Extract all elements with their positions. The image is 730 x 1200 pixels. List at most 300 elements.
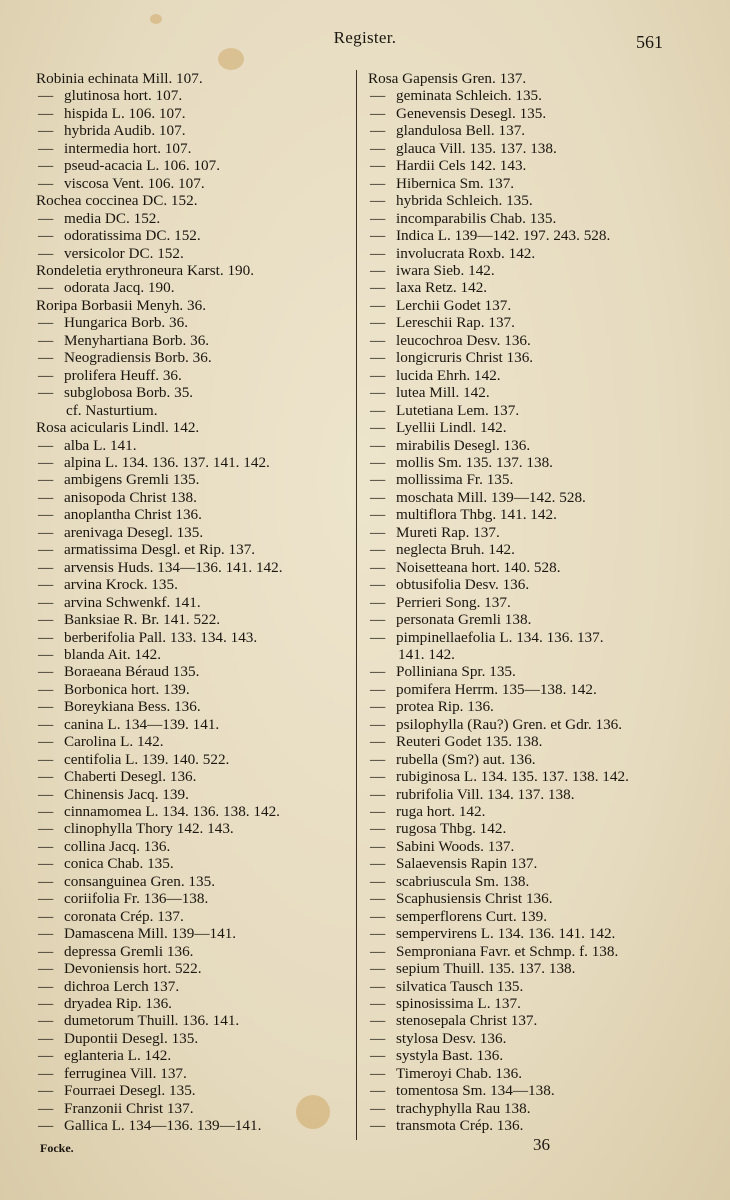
entry-text: pomifera Herrm. 135—138. 142. [396,680,597,698]
index-entry [36,838,356,855]
entry-dash: — [370,855,386,873]
signature-mark: 36 [533,1135,550,1154]
index-entry [368,506,688,523]
entry-dash: — [38,611,54,629]
entry-dash: — [38,855,54,873]
entry-text: Indica L. 139—142. 197. 243. 528. [396,227,611,245]
entry-text: Mureti Rap. 137. [396,523,500,541]
index-entry [36,576,356,593]
entry-text: Rondeletia erythroneura Karst. 190. [36,261,255,279]
entry-dash: — [38,925,54,943]
paper-stain [150,14,162,24]
entry-text: obtusifolia Desv. 136. [396,576,530,594]
entry-dash: — [370,523,386,541]
entry-text: Fourraei Desegl. 135. [64,1082,196,1100]
entry-text: Devoniensis hort. 522. [64,960,202,978]
entry-text: Salaevensis Rapin 137. [396,855,538,873]
entry-dash: — [38,227,54,245]
entry-dash: — [38,1099,54,1117]
entry-text: Menyhartiana Borb. 36. [64,331,210,349]
index-entry [368,367,688,384]
entry-text: Scaphusiensis Christ 136. [396,890,553,908]
entry-dash: — [370,628,386,646]
index-entry [36,122,356,139]
entry-dash: — [38,733,54,751]
entry-text: mollis Sm. 135. 137. 138. [396,453,553,471]
entry-text: silvatica Tausch 135. [396,977,524,995]
entry-text: ambigens Gremli 135. [64,471,200,489]
entry-dash: — [370,227,386,245]
entry-text: alba L. 141. [64,436,137,454]
entry-text: Lereschii Rap. 137. [396,314,515,332]
index-entry [36,925,356,942]
entry-dash: — [370,837,386,855]
entry-text: arvensis Huds. 134—136. 141. 142. [64,558,283,576]
entry-text: pseud-acacia L. 106. 107. [64,157,221,175]
entry-dash: — [38,1012,54,1030]
entry-dash: — [38,488,54,506]
entry-text: psilophylla (Rau?) Gren. et Gdr. 136. [396,715,623,733]
index-entry [368,925,688,942]
entry-dash: — [38,1047,54,1065]
index-entry [368,349,688,366]
entry-text: arenivaga Desegl. 135. [64,523,204,541]
entry-text: subglobosa Borb. 35. [64,384,194,402]
entry-dash: — [370,384,386,402]
entry-dash: — [370,419,386,437]
index-entry [36,332,356,349]
entry-dash: — [38,645,54,663]
entry-text: semperflorens Curt. 139. [396,907,547,925]
index-entry [36,87,356,104]
entry-dash: — [38,768,54,786]
entry-text: Hungarica Borb. 36. [64,314,188,332]
entry-dash: — [370,453,386,471]
entry-text: blanda Ait. 142. [64,645,162,663]
index-entry [36,803,356,820]
entry-text: lutea Mill. 142. [396,384,490,402]
index-entry [36,995,356,1012]
index-entry [368,332,688,349]
index-entry [368,1012,688,1029]
entry-dash: — [38,453,54,471]
entry-dash: — [38,1117,54,1135]
entry-text: lucida Ehrh. 142. [396,366,501,384]
entry-text: multiflora Thbg. 141. 142. [396,506,557,524]
entry-text: cinnamomea L. 134. 136. 138. 142. [64,803,280,821]
entry-dash: — [370,436,386,454]
index-entry [368,384,688,401]
entry-dash: — [38,977,54,995]
entry-dash: — [370,349,386,367]
entry-dash: — [38,331,54,349]
entry-dash: — [370,750,386,768]
index-entry [368,297,688,314]
entry-text: Dupontii Desegl. 135. [64,1029,199,1047]
entry-text: rubrifolia Vill. 134. 137. 138. [396,785,575,803]
entry-dash: — [38,157,54,175]
entry-dash: — [38,384,54,402]
entry-text: stenosepala Christ 137. [396,1012,538,1030]
entry-text: protea Rip. 136. [396,698,494,716]
index-entry [368,786,688,803]
entry-text: Neogradiensis Borb. 36. [64,349,212,367]
entry-text: Chinensis Jacq. 139. [64,785,189,803]
entry-text: conica Chab. 135. [64,855,174,873]
index-entry [36,594,356,611]
entry-text: dumetorum Thuill. 136. 141. [64,1012,240,1030]
entry-text: rubiginosa L. 134. 135. 137. 138. 142. [396,768,629,786]
entry-dash: — [38,349,54,367]
entry-dash: — [370,279,386,297]
entry-text: odoratissima DC. 152. [64,227,201,245]
index-entry [368,733,688,750]
paper-stain [218,48,244,70]
entry-text: rugosa Thbg. 142. [396,820,507,838]
index-entry [36,1030,356,1047]
entry-text: dryadea Rip. 136. [64,995,172,1013]
entry-dash: — [370,209,386,227]
entry-text: hybrida Audib. 107. [64,122,186,140]
entry-text: Semproniana Favr. et Schmp. f. 138. [396,942,619,960]
entry-dash: — [38,314,54,332]
index-entry [368,122,688,139]
index-entry [36,820,356,837]
index-entry [36,960,356,977]
entry-dash: — [370,366,386,384]
entry-text: anisopoda Christ 138. [64,488,197,506]
entry-text: spinosissima L. 137. [396,995,521,1013]
entry-dash: — [370,611,386,629]
entry-dash: — [38,890,54,908]
entry-text: arvina Schwenkf. 141. [64,593,201,611]
entry-text: Robinia echinata Mill. 107. [36,70,203,87]
index-entry [368,855,688,872]
entry-dash: — [370,820,386,838]
entry-text: collina Jacq. 136. [64,837,171,855]
index-entry [368,105,688,122]
index-entry [36,768,356,785]
index-entry [36,402,356,419]
index-entry [368,437,688,454]
index-entry [368,245,688,262]
index-entry [36,454,356,471]
entry-dash: — [370,192,386,210]
entry-text: iwara Sieb. 142. [396,261,495,279]
entry-text: mirabilis Desegl. 136. [396,436,531,454]
entry-text: stylosa Desv. 136. [396,1029,507,1047]
index-entry [36,314,356,331]
index-entry [368,210,688,227]
index-entry [368,751,688,768]
entry-text: sempervirens L. 134. 136. 141. 142. [396,925,616,943]
index-entry [368,611,688,628]
index-entry [368,175,688,192]
index-entry [368,1100,688,1117]
index-entry [36,1065,356,1082]
index-entry [368,419,688,436]
entry-dash: — [370,942,386,960]
entry-text: Noisetteana hort. 140. 528. [396,558,561,576]
entry-dash: — [38,1082,54,1100]
index-entry [368,454,688,471]
index-entry-heading [36,419,356,436]
index-entry [368,663,688,680]
index-entry [36,1117,356,1134]
entry-text: neglecta Bruh. 142. [396,541,515,559]
entry-dash: — [370,296,386,314]
entry-text: versicolor DC. 152. [64,244,184,262]
entry-text: moschata Mill. 139—142. 528. [396,488,586,506]
entry-dash: — [370,506,386,524]
index-entry [36,506,356,523]
entry-dash: — [38,209,54,227]
index-entry [368,559,688,576]
entry-dash: — [38,960,54,978]
entry-dash: — [370,244,386,262]
entry-text: consanguinea Gren. 135. [64,872,215,890]
entry-dash: — [38,715,54,733]
index-entry [36,943,356,960]
index-entry [368,524,688,541]
index-entry [36,890,356,907]
entry-dash: — [38,471,54,489]
entry-dash: — [370,1082,386,1100]
entry-dash: — [38,750,54,768]
index-entry [36,751,356,768]
entry-dash: — [370,488,386,506]
entry-text: sepium Thuill. 135. 137. 138. [396,960,576,978]
entry-dash: — [370,698,386,716]
index-entry [368,262,688,279]
entry-dash: — [370,541,386,559]
entry-dash: — [38,803,54,821]
entry-dash: — [370,803,386,821]
index-entry [368,681,688,698]
index-entry [36,437,356,454]
entry-text: hybrida Schleich. 135. [396,192,533,210]
entry-text: Rochea coccinea DC. 152. [36,192,198,210]
entry-dash: — [370,104,386,122]
index-entry [368,908,688,925]
entry-text: arvina Krock. 135. [64,576,178,594]
entry-text: hispida L. 106. 107. [64,104,186,122]
entry-dash: — [370,139,386,157]
index-entry [368,890,688,907]
entry-dash: — [370,314,386,332]
entry-dash: — [38,680,54,698]
index-entry [36,471,356,488]
entry-dash: — [38,523,54,541]
entry-dash: — [38,628,54,646]
entry-text: coriifolia Fr. 136—138. [64,890,209,908]
index-entry [368,629,688,646]
entry-dash: — [370,1047,386,1065]
index-entry [368,1082,688,1099]
entry-dash: — [38,558,54,576]
entry-dash: — [370,174,386,192]
index-entry [36,367,356,384]
index-column-left [36,70,356,1135]
index-entry [368,873,688,890]
entry-text: glandulosa Bell. 137. [396,122,526,140]
index-entry-heading [368,70,688,87]
entry-text: Lyellii Lindl. 142. [396,419,507,437]
index-entry [36,629,356,646]
column-divider [356,70,357,1140]
entry-text: eglanteria L. 142. [64,1047,172,1065]
index-entry [368,279,688,296]
index-entry [36,716,356,733]
entry-dash: — [370,87,386,105]
page-number: 561 [636,32,663,52]
index-entry [36,646,356,663]
entry-dash: — [38,506,54,524]
index-entry [36,349,356,366]
index-entry-heading [36,70,356,87]
running-header: Register. [333,28,397,47]
entry-text: Lutetiana Lem. 137. [396,401,520,419]
index-entry [36,698,356,715]
entry-dash: — [370,593,386,611]
index-entry [36,559,356,576]
index-entry [368,838,688,855]
entry-dash: — [38,104,54,122]
entry-dash: — [38,541,54,559]
entry-text: glutinosa hort. 107. [64,87,183,105]
entry-text: Polliniana Spr. 135. [396,663,516,681]
entry-text: odorata Jacq. 190. [64,279,175,297]
entry-text: prolifera Heuff. 36. [64,366,182,384]
entry-text: mollissima Fr. 135. [396,471,514,489]
entry-text: canina L. 134—139. 141. [64,715,220,733]
entry-dash: — [370,733,386,751]
entry-dash: — [370,715,386,733]
index-entry [368,471,688,488]
entry-dash: — [38,87,54,105]
entry-text: berberifolia Pall. 133. 134. 143. [64,628,258,646]
entry-text: Reuteri Godet 135. 138. [396,733,543,751]
entry-text: involucrata Roxb. 142. [396,244,536,262]
entry-text: geminata Schleich. 135. [396,87,542,105]
index-entry [368,594,688,611]
entry-text: longicruris Christ 136. [396,349,534,367]
entry-text: Genevensis Desegl. 135. [396,104,547,122]
index-entry [36,663,356,680]
entry-dash: — [38,698,54,716]
index-entry [36,541,356,558]
entry-text: Lerchii Godet 137. [396,296,512,314]
entry-dash: — [370,261,386,279]
index-entry [368,1030,688,1047]
entry-dash: — [38,1064,54,1082]
entry-dash: — [370,576,386,594]
index-entry [368,820,688,837]
entry-dash: — [38,1029,54,1047]
entry-dash: — [370,401,386,419]
index-entry [36,978,356,995]
index-entry [368,943,688,960]
index-entry-heading [36,192,356,209]
index-entry [36,873,356,890]
entry-text: clinophylla Thory 142. 143. [64,820,234,838]
index-entry [36,908,356,925]
entry-dash: — [370,157,386,175]
entry-dash: — [370,558,386,576]
entry-dash: — [370,925,386,943]
entry-text: Hardii Cels 142. 143. [396,157,527,175]
entry-dash: — [38,942,54,960]
index-entry-heading [36,262,356,279]
entry-text: systyla Bast. 136. [396,1047,504,1065]
entry-dash: — [370,890,386,908]
index-entry [368,541,688,558]
entry-dash: — [370,995,386,1013]
entry-dash: — [370,471,386,489]
entry-text: Roripa Borbasii Menyh. 36. [36,296,206,314]
entry-text: Rosa Gapensis Gren. 137. [368,70,527,87]
index-entry [368,192,688,209]
entry-dash: — [370,122,386,140]
entry-text: media DC. 152. [64,209,161,227]
entry-dash: — [38,872,54,890]
entry-text: viscosa Vent. 106. 107. [64,174,205,192]
index-entry [368,314,688,331]
entry-text: Rosa acicularis Lindl. 142. [36,419,200,437]
entry-text: pimpinellaefolia L. 134. 136. 137. [396,628,604,646]
entry-text: Perrieri Song. 137. [396,593,511,611]
index-entry [36,175,356,192]
entry-dash: — [38,593,54,611]
entry-dash: — [38,907,54,925]
entry-text: coronata Crép. 137. [64,907,184,925]
index-entry [36,105,356,122]
entry-text: leucochroa Desv. 136. [396,331,531,349]
index-entry [368,1065,688,1082]
index-entry [36,1012,356,1029]
index-entry [36,855,356,872]
index-entry [36,611,356,628]
entry-text: anoplantha Christ 136. [64,506,202,524]
entry-dash: — [370,663,386,681]
entry-text: glauca Vill. 135. 137. 138. [396,139,557,157]
entry-dash: — [370,1117,386,1135]
entry-text: Hibernica Sm. 137. [396,174,515,192]
index-entry [36,1082,356,1099]
entry-dash: — [370,331,386,349]
entry-dash: — [370,907,386,925]
entry-dash: — [370,785,386,803]
entry-dash: — [38,837,54,855]
entry-text: Timeroyi Chab. 136. [396,1064,523,1082]
index-entry [36,140,356,157]
index-entry [368,140,688,157]
entry-text: Damascena Mill. 139—141. [64,925,237,943]
entry-text: Boraeana Béraud 135. [64,663,200,681]
index-entry [368,87,688,104]
entry-dash: — [370,977,386,995]
index-entry [368,576,688,593]
entry-text: cf. Nasturtium. [66,401,158,419]
index-entry [368,1047,688,1064]
index-entry [368,698,688,715]
entry-dash: — [38,436,54,454]
entry-dash: — [38,174,54,192]
index-entry [36,227,356,244]
entry-dash: — [38,576,54,594]
entry-text: alpina L. 134. 136. 137. 141. 142. [64,453,270,471]
entry-text: depressa Gremli 136. [64,942,194,960]
